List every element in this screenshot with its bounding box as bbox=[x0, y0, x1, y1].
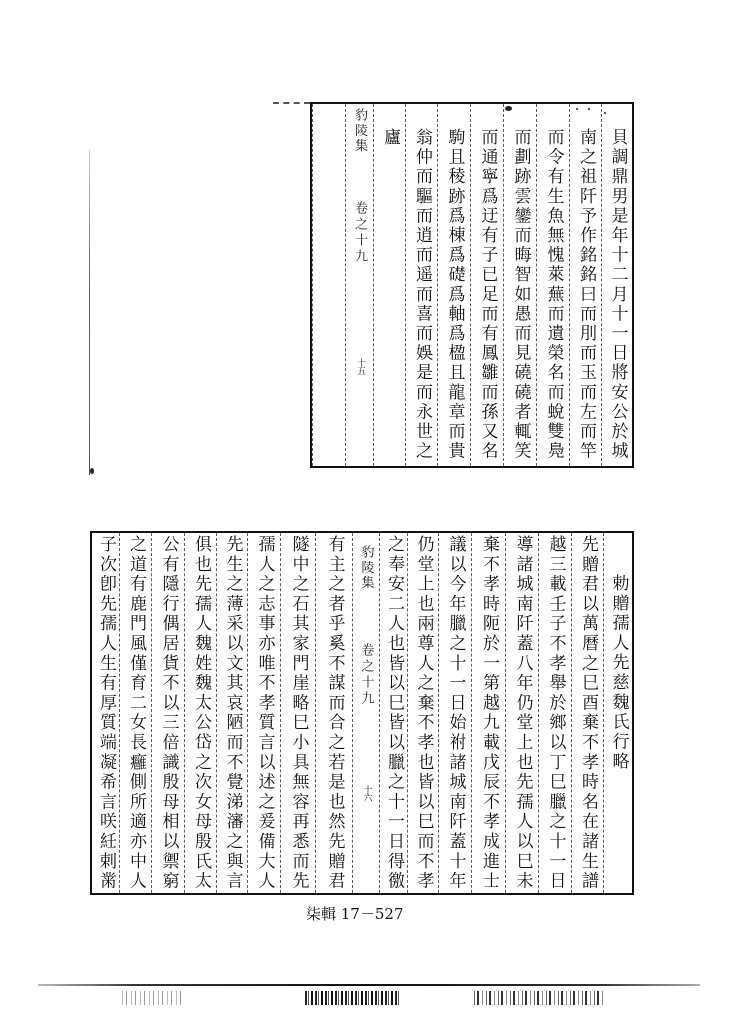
colophon-leaf-number: 十六 bbox=[361, 785, 372, 801]
colophon-book-title: 豹陵集 bbox=[352, 108, 367, 155]
column-text: 導諸城南阡蓋八年仍堂上也先孺人以巳未 bbox=[512, 535, 533, 892]
scan-speck bbox=[90, 468, 94, 474]
scan-noise-strip bbox=[305, 991, 400, 1005]
text-column bbox=[184, 533, 216, 893]
scan-speck bbox=[576, 108, 578, 110]
text-column bbox=[151, 533, 184, 893]
text-column bbox=[315, 533, 352, 893]
text-column bbox=[438, 533, 471, 893]
text-column bbox=[379, 533, 407, 893]
text-column bbox=[280, 533, 315, 893]
text-column bbox=[569, 104, 601, 466]
text-column bbox=[247, 533, 280, 893]
text-column bbox=[470, 104, 503, 466]
text-column bbox=[405, 104, 437, 466]
column-text: 駒且稜跡爲棟爲礎爲軸爲楹且龍章而貴 bbox=[444, 128, 465, 462]
text-column bbox=[407, 533, 438, 893]
column-text: 有主之者乎奚不謀而合之若是也然先贈君 bbox=[324, 535, 345, 892]
column-text: 議以今年臘之十一日始祔諸城南阡蓋十年 bbox=[445, 535, 466, 892]
column-text: 先贈君以萬曆之巳酉棄不孝時名在諸生譜 bbox=[578, 535, 598, 892]
text-column bbox=[503, 104, 536, 466]
text-column bbox=[471, 533, 505, 893]
column-text: 而令有生魚無愧萊蕪而遺榮名而蛻雙鳧 bbox=[543, 128, 564, 462]
text-column bbox=[601, 104, 632, 466]
text-column bbox=[92, 533, 119, 893]
text-column bbox=[538, 533, 571, 893]
column-text: 翁仲而驅而逍而遥而喜而娛是而永世之 bbox=[412, 128, 432, 462]
top-page-border-fragment bbox=[273, 102, 310, 104]
bottom-page-frame bbox=[90, 531, 634, 895]
colophon-column bbox=[352, 533, 379, 893]
section-title: 勅贈孺人先慈魏氏行略 bbox=[608, 574, 629, 772]
text-column bbox=[216, 533, 247, 893]
facing-page-edge-line bbox=[89, 150, 90, 475]
column-text: 孺人之志事亦唯不孝質言以述之爰備大人 bbox=[254, 535, 275, 892]
text-column bbox=[536, 104, 569, 466]
colophon-column bbox=[345, 104, 373, 466]
colophon-book-title: 豹陵集 bbox=[358, 545, 374, 592]
column-text: 先生之薄采以文其哀陋而不覺涕瀋之與言 bbox=[222, 535, 243, 892]
scan-speck bbox=[505, 106, 512, 111]
column-text: 仍堂上也兩尊人之棄不孝也皆以巳而不孝 bbox=[413, 535, 434, 892]
column-text: 貝調鼎男是年十二月十一日將安公於城 bbox=[607, 128, 628, 462]
column-text: 之奉安二人也皆以巳皆以臘之十一日得徼 bbox=[384, 535, 404, 892]
top-page-frame bbox=[310, 102, 634, 468]
column-text: 而通寧爲迂有子已足而有鳳雛而孫又名 bbox=[477, 128, 498, 462]
scan-noise-strip bbox=[122, 991, 184, 1005]
text-column bbox=[571, 533, 603, 893]
scan-noise-strip bbox=[474, 991, 606, 1005]
column-text: 廬 bbox=[380, 128, 400, 148]
column-text: 公有隱行偶居貨不以三倍識殷母相以禦窮 bbox=[158, 535, 179, 892]
column-text: 南之祖阡予作銘銘曰而刖而玉而左而竿 bbox=[576, 128, 596, 462]
column-text: 而劃跡雲鑾而晦智如愚而見磽磽者輒笑 bbox=[510, 128, 531, 462]
column-text: 棄不孝時阨於一第越九載戊辰不孝成進士 bbox=[479, 535, 499, 892]
column-text: 子次卽先孺人生有厚質端凝希言咲紝剌黹 bbox=[96, 535, 116, 892]
title-column bbox=[603, 533, 632, 893]
column-text: 俱也先孺人魏姓魏太公岱之次女母殷氏太 bbox=[191, 535, 211, 892]
text-column bbox=[373, 104, 405, 466]
scan-speck bbox=[604, 112, 606, 114]
text-column bbox=[437, 104, 470, 466]
column-text: 之道有鹿門風僅育二女長癰側所適亦中人 bbox=[126, 535, 146, 892]
text-column bbox=[119, 533, 151, 893]
scan-speck bbox=[588, 108, 590, 110]
text-column bbox=[505, 533, 538, 893]
page-reference-footer: 柒輯 17－527 bbox=[306, 905, 404, 923]
scan-edge-line bbox=[38, 984, 700, 986]
column-text: 隧中之石其家門崖略巳小具無容再悉而先 bbox=[288, 535, 309, 892]
colophon-volume: 卷之十九 bbox=[358, 643, 374, 707]
empty-column bbox=[312, 104, 345, 466]
colophon-volume: 卷之十九 bbox=[352, 201, 367, 265]
colophon-leaf-number: 十五 bbox=[355, 358, 365, 374]
column-text: 越三載壬子不孝舉於鄉以丁巳臘之十一日 bbox=[545, 535, 566, 892]
